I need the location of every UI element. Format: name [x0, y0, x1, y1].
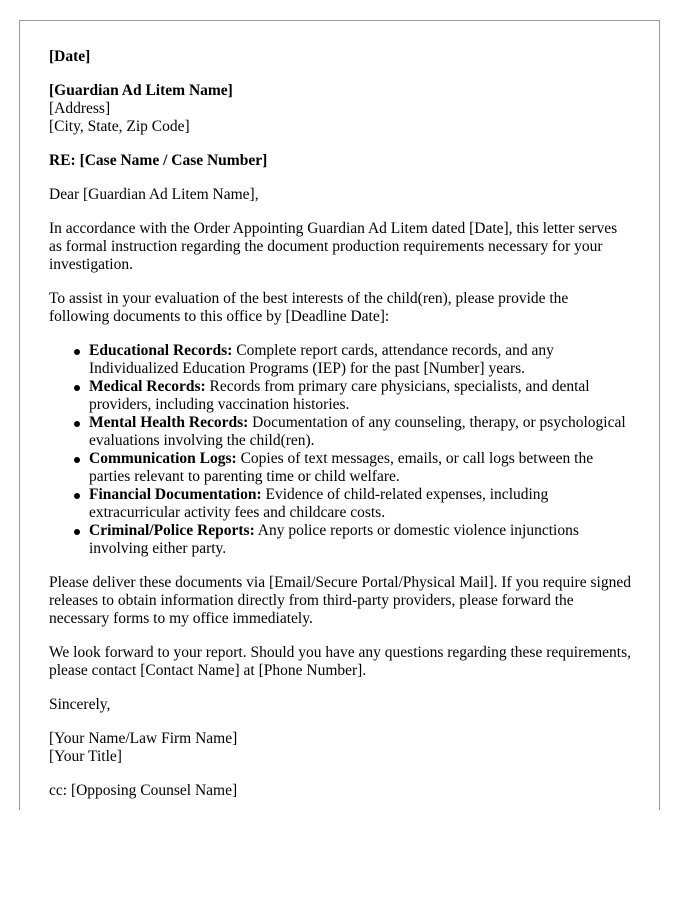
bullet-icon — [74, 457, 80, 463]
requirement-item — [89, 486, 631, 522]
contact-paragraph: We look forward to your report. Should you have any questions regarding these requirements, please contact [Contact Name] at [Phone Number]. — [49, 644, 632, 679]
date-text: [Date] — [49, 48, 91, 65]
requirement-item — [89, 414, 631, 450]
signature-title: [Your Title] — [49, 748, 122, 765]
requirement-item — [89, 450, 631, 486]
requirement-text: Any police reports or domestic violence injunctions involving either party. — [89, 522, 579, 557]
delivery-paragraph: Please deliver these documents via [Email/Secure Portal/Physical Mail]. If you require signed releases to obtain information directly from third-party providers, please forward the necessary forms to my office immediately. — [49, 574, 631, 627]
signature-name: [Your Name/Law Firm Name] — [49, 730, 238, 747]
bullet-icon — [74, 493, 80, 499]
re-line — [49, 152, 631, 170]
re-line-text: RE: [Case Name / Case Number] — [49, 152, 268, 169]
requirement-title: Medical Records: — [89, 378, 206, 395]
requirement-text: Documentation of any counseling, therapy, or psychological evaluations involving the child(ren). — [89, 414, 626, 449]
letter-date — [49, 48, 631, 66]
cc-text: cc: [Opposing Counsel Name] — [49, 782, 238, 799]
bullet-icon — [74, 349, 80, 355]
requirements-list — [49, 342, 631, 558]
intro-paragraph: In accordance with the Order Appointing Guardian Ad Litem dated [Date], this letter serves as formal instruction regarding the document production requirements necessary for your investigation. — [49, 220, 618, 273]
requirement-text: Evidence of child-related expenses, including extracurricular activity fees and childcare costs. — [89, 486, 549, 521]
recipient-city-state-zip: [City, State, Zip Code] — [49, 118, 190, 135]
recipient-address: [Address] — [49, 100, 111, 117]
requirement-title: Financial Documentation: — [89, 486, 262, 503]
salutation: Dear [Guardian Ad Litem Name], — [49, 186, 259, 203]
requirement-text: Records from primary care physicians, specialists, and dental providers, including vaccination histories. — [89, 378, 590, 413]
bullet-icon — [74, 421, 80, 427]
requirement-title: Educational Records: — [89, 342, 233, 359]
requirement-item — [89, 378, 631, 414]
requirement-title: Communication Logs: — [89, 450, 237, 467]
request-paragraph: To assist in your evaluation of the best interests of the child(ren), please provide the following documents to this office by [Deadline Date]: — [49, 290, 569, 325]
bullet-icon — [74, 529, 80, 535]
requirement-title: Mental Health Records: — [89, 414, 249, 431]
recipient-block — [49, 82, 631, 136]
signature-block — [49, 730, 631, 766]
requirement-text: Complete report cards, attendance records, and any Individualized Education Programs (IEP) for the past [Number] years. — [89, 342, 554, 377]
requirement-text: Copies of text messages, emails, or call logs between the parties relevant to parenting time or child welfare. — [89, 450, 594, 485]
bullet-icon — [74, 385, 80, 391]
letter-page — [19, 20, 660, 810]
requirement-title: Criminal/Police Reports: — [89, 522, 255, 539]
recipient-name: [Guardian Ad Litem Name] — [49, 82, 233, 99]
cc-line — [49, 782, 631, 800]
requirement-item — [89, 522, 631, 558]
requirement-item — [89, 342, 631, 378]
closing: Sincerely, — [49, 696, 111, 713]
